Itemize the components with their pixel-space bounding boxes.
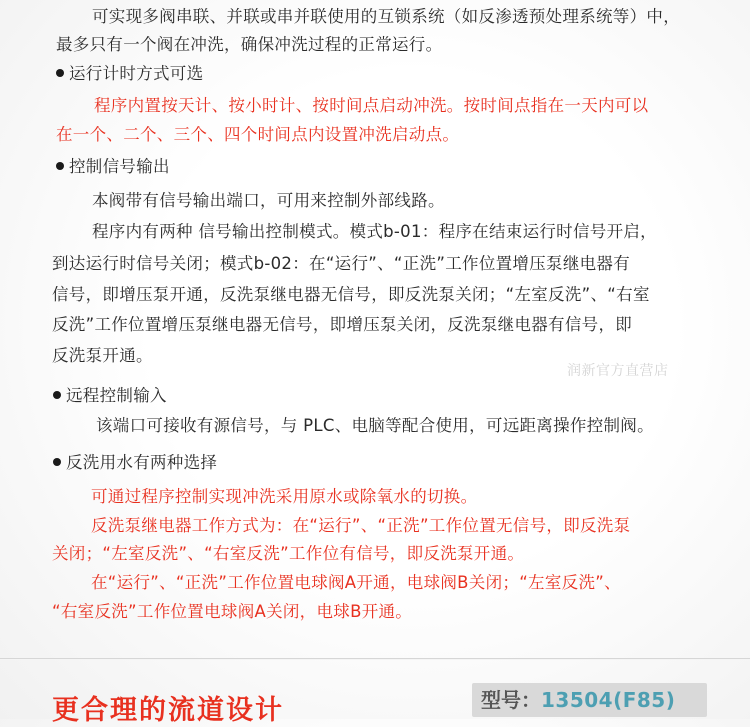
text-line-highlight: 反洗泵继电器工作方式为：在“运行”、“正洗”工作位置无信号，即反洗泵 (91, 516, 631, 535)
bullet-icon (56, 162, 64, 170)
section-heading-signal-output (56, 153, 170, 177)
bullet-icon (53, 458, 61, 466)
text-line: 程序内有两种 信号输出控制模式。模式b-01：程序在结束运行时信号开启， (92, 222, 657, 241)
heading-text: 控制信号输出 (69, 157, 170, 176)
text-line-highlight: “右室反洗”工作位置电球阀A关闭，电球B开通。 (52, 602, 413, 621)
text-line-highlight: 关闭；“左室反洗”、“右室反洗”工作位有信号，即反洗泵开通。 (52, 544, 525, 563)
store-watermark: 润新官方直营店 (567, 363, 669, 379)
text-line-highlight: 程序内置按天计、按小时计、按时间点启动冲洗。按时间点指在一天内可以 (94, 96, 649, 115)
text-line-highlight: 可通过程序控制实现冲洗采用原水或除氧水的切换。 (91, 487, 478, 506)
section-divider (0, 658, 750, 659)
heading-text: 反洗用水有两种选择 (66, 453, 218, 472)
bullet-icon (56, 69, 64, 77)
text-line: 信号，即增压泵开通，反洗泵继电器无信号，即反洗泵关闭；“左室反洗”、“右室 (52, 285, 650, 304)
text-line-highlight: 在一个、二个、三个、四个时间点内设置冲洗启动点。 (56, 125, 460, 144)
text-line: 本阀带有信号输出端口，可用来控制外部线路。 (92, 191, 445, 210)
text-line: 反洗”工作位置增压泵继电器无信号，即增压泵关闭，反洗泵继电器有信号，即 (52, 315, 633, 334)
heading-text: 运行计时方式可选 (69, 64, 204, 83)
model-number: 13504(F85) (541, 688, 676, 712)
text-line: 可实现多阀串联、并联或串并联使用的互锁系统（如反渗透预处理系统等）中， (92, 7, 680, 26)
section-heading-remote-input (53, 382, 167, 406)
text-line: 该端口可接收有源信号，与 PLC、电脑等配合使用，可远距离操作控制阀。 (96, 416, 654, 435)
section-heading-backwash-water (53, 449, 217, 473)
model-badge (472, 683, 707, 717)
section-heading-timing (56, 60, 203, 84)
section-title: 更合理的流道设计 (52, 695, 284, 726)
text-line: 反洗泵开通。 (52, 346, 153, 365)
model-label: 型号： (481, 688, 541, 712)
heading-text: 远程控制输入 (66, 386, 167, 405)
bullet-icon (53, 391, 61, 399)
text-line: 最多只有一个阀在冲洗，确保冲洗过程的正常运行。 (56, 35, 443, 54)
text-line-highlight: 在“运行”、“正洗”工作位置电球阀A开通，电球阀B关闭；“左室反洗”、 (91, 573, 621, 592)
text-line: 到达运行时信号关闭；模式b-02：在“运行”、“正洗”工作位置增压泵继电器有 (52, 254, 631, 273)
